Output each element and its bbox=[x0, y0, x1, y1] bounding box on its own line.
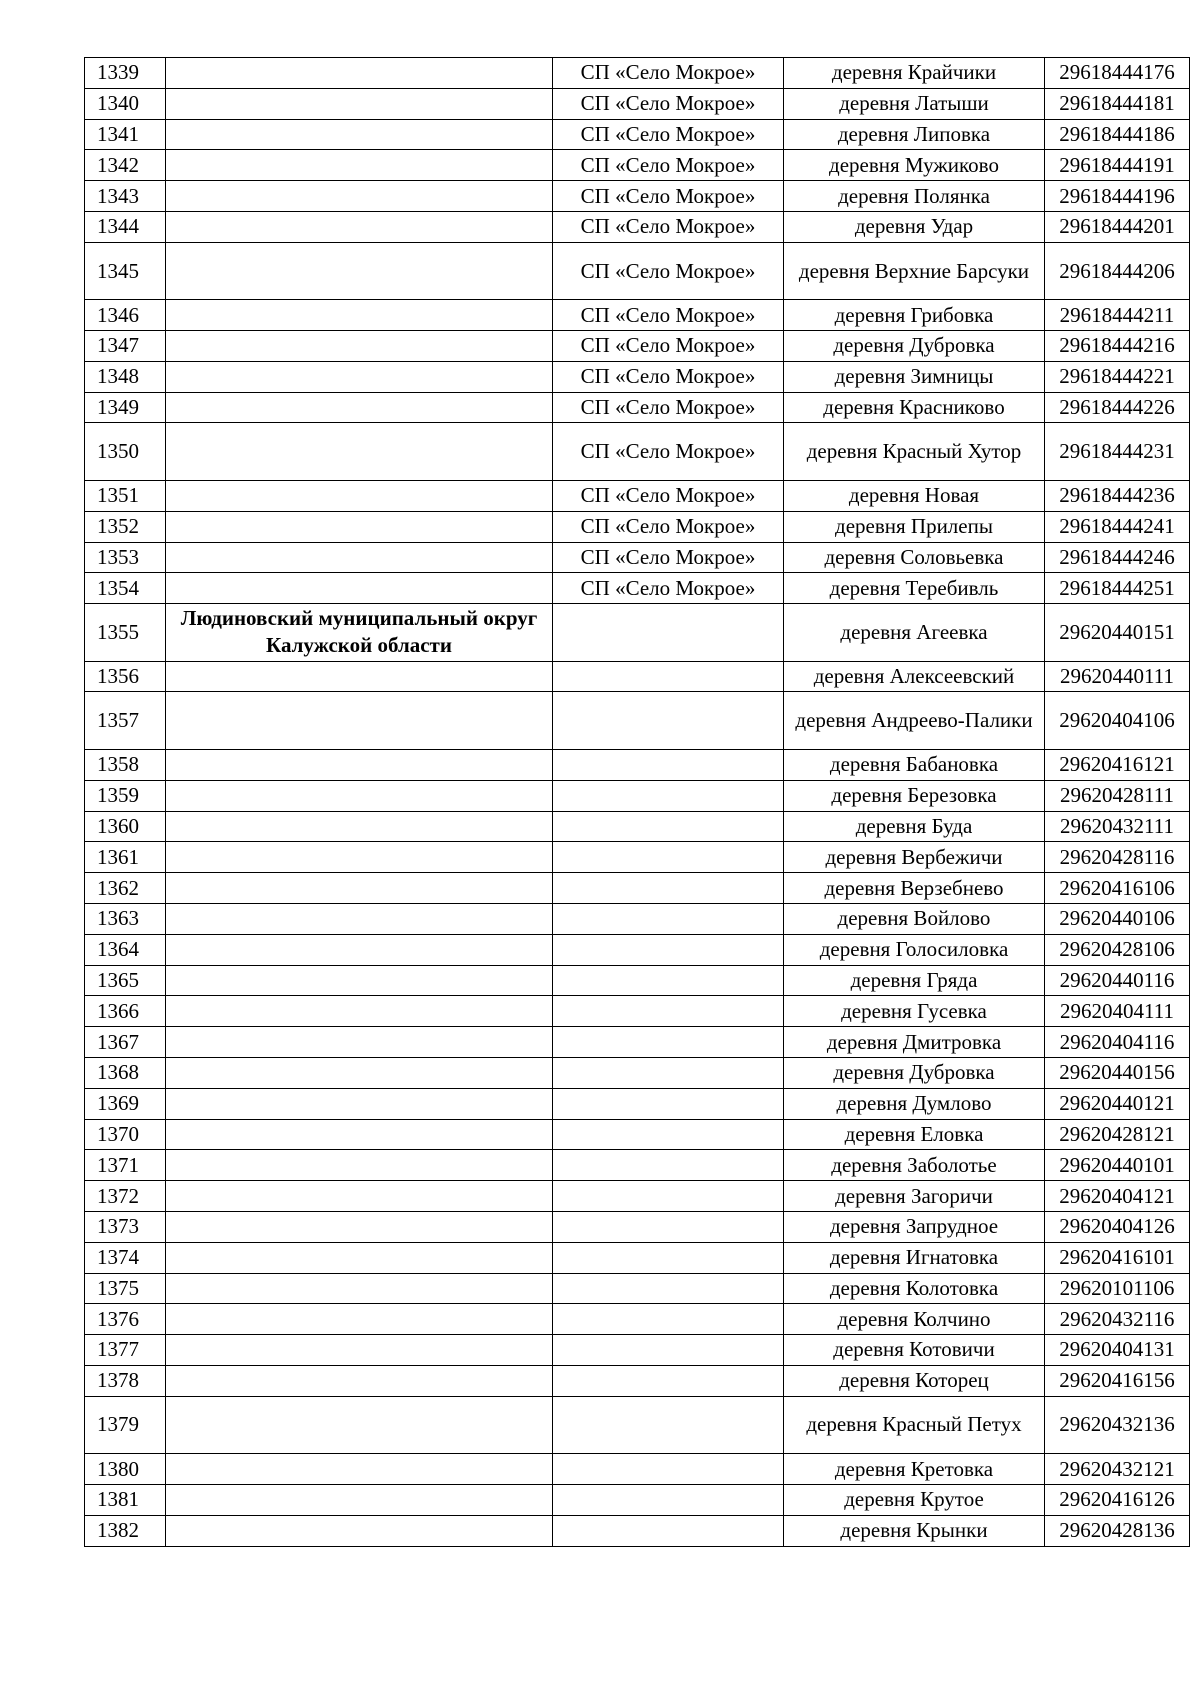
settlement-cell bbox=[553, 1150, 784, 1181]
settlement-cell: СП «Село Мокрое» bbox=[553, 511, 784, 542]
district-cell bbox=[166, 573, 553, 604]
table-row bbox=[85, 119, 1190, 150]
district-cell bbox=[166, 873, 553, 904]
oktmo-code-cell: 29620428106 bbox=[1045, 934, 1190, 965]
row-number-cell: 1358 bbox=[85, 749, 166, 780]
row-number-cell: 1374 bbox=[85, 1242, 166, 1273]
row-number-cell: 1380 bbox=[85, 1454, 166, 1485]
table-row bbox=[85, 1396, 1190, 1454]
table-row bbox=[85, 480, 1190, 511]
oktmo-code-cell: 29620416101 bbox=[1045, 1242, 1190, 1273]
settlement-cell bbox=[553, 873, 784, 904]
district-cell bbox=[166, 749, 553, 780]
row-number-cell: 1352 bbox=[85, 511, 166, 542]
district-cell bbox=[166, 996, 553, 1027]
locality-cell: деревня Березовка bbox=[784, 780, 1045, 811]
locality-cell: деревня Агеевка bbox=[784, 604, 1045, 662]
locality-cell: деревня Теребивль bbox=[784, 573, 1045, 604]
table-row bbox=[85, 1304, 1190, 1335]
locality-cell: деревня Грибовка bbox=[784, 300, 1045, 331]
table-row bbox=[85, 88, 1190, 119]
district-cell bbox=[166, 88, 553, 119]
oktmo-code-cell: 29620416121 bbox=[1045, 749, 1190, 780]
district-cell bbox=[166, 392, 553, 423]
district-cell bbox=[166, 1396, 553, 1454]
settlement-cell: СП «Село Мокрое» bbox=[553, 88, 784, 119]
row-number-cell: 1375 bbox=[85, 1273, 166, 1304]
district-cell bbox=[166, 361, 553, 392]
district-cell: Людиновский муниципальный округ Калужской области bbox=[166, 604, 553, 662]
settlement-cell: СП «Село Мокрое» bbox=[553, 119, 784, 150]
locality-cell: деревня Дмитровка bbox=[784, 1027, 1045, 1058]
district-cell bbox=[166, 242, 553, 300]
locality-cell: деревня Полянка bbox=[784, 181, 1045, 212]
row-number-cell: 1355 bbox=[85, 604, 166, 662]
oktmo-code-cell: 29618444246 bbox=[1045, 542, 1190, 573]
settlement-cell: СП «Село Мокрое» bbox=[553, 573, 784, 604]
settlement-cell bbox=[553, 604, 784, 662]
locality-cell: деревня Вербежичи bbox=[784, 842, 1045, 873]
district-cell bbox=[166, 58, 553, 89]
district-cell bbox=[166, 1088, 553, 1119]
row-number-cell: 1339 bbox=[85, 58, 166, 89]
oktmo-code-cell: 29618444251 bbox=[1045, 573, 1190, 604]
table-row bbox=[85, 361, 1190, 392]
district-cell bbox=[166, 1304, 553, 1335]
table-row bbox=[85, 842, 1190, 873]
locality-cell: деревня Запрудное bbox=[784, 1211, 1045, 1242]
district-cell bbox=[166, 119, 553, 150]
district-cell bbox=[166, 1057, 553, 1088]
oktmo-code-cell: 29620440156 bbox=[1045, 1057, 1190, 1088]
row-number-cell: 1362 bbox=[85, 873, 166, 904]
oktmo-code-cell: 29620428121 bbox=[1045, 1119, 1190, 1150]
locality-cell: деревня Верзебнево bbox=[784, 873, 1045, 904]
locality-cell: деревня Мужиково bbox=[784, 150, 1045, 181]
oktmo-code-cell: 29620404126 bbox=[1045, 1211, 1190, 1242]
settlement-cell: СП «Село Мокрое» bbox=[553, 211, 784, 242]
locality-cell: деревня Алексеевский bbox=[784, 661, 1045, 692]
settlement-cell bbox=[553, 692, 784, 750]
oktmo-code-cell: 29618444231 bbox=[1045, 423, 1190, 481]
settlement-cell bbox=[553, 1335, 784, 1366]
locality-cell: деревня Дубровка bbox=[784, 331, 1045, 362]
district-cell bbox=[166, 1027, 553, 1058]
row-number-cell: 1344 bbox=[85, 211, 166, 242]
table-body bbox=[85, 58, 1190, 1547]
settlement-cell: СП «Село Мокрое» bbox=[553, 242, 784, 300]
table-row bbox=[85, 749, 1190, 780]
settlement-cell bbox=[553, 1057, 784, 1088]
district-cell bbox=[166, 903, 553, 934]
locality-cell: деревня Крайчики bbox=[784, 58, 1045, 89]
district-cell bbox=[166, 1335, 553, 1366]
oktmo-code-cell: 29620428116 bbox=[1045, 842, 1190, 873]
oktmo-code-cell: 29618444191 bbox=[1045, 150, 1190, 181]
locality-cell: деревня Гусевка bbox=[784, 996, 1045, 1027]
row-number-cell: 1366 bbox=[85, 996, 166, 1027]
locality-cell: деревня Загоричи bbox=[784, 1181, 1045, 1212]
table-row bbox=[85, 1335, 1190, 1366]
table-row bbox=[85, 331, 1190, 362]
row-number-cell: 1367 bbox=[85, 1027, 166, 1058]
table-row bbox=[85, 903, 1190, 934]
oktmo-code-cell: 29620432136 bbox=[1045, 1396, 1190, 1454]
locality-cell: деревня Которец bbox=[784, 1365, 1045, 1396]
row-number-cell: 1354 bbox=[85, 573, 166, 604]
table-row bbox=[85, 1365, 1190, 1396]
row-number-cell: 1361 bbox=[85, 842, 166, 873]
oktmo-code-cell: 29620428136 bbox=[1045, 1515, 1190, 1546]
locality-cell: деревня Красный Хутор bbox=[784, 423, 1045, 481]
table-row bbox=[85, 1150, 1190, 1181]
locality-cell: деревня Колотовка bbox=[784, 1273, 1045, 1304]
row-number-cell: 1369 bbox=[85, 1088, 166, 1119]
settlement-cell bbox=[553, 842, 784, 873]
settlement-cell bbox=[553, 780, 784, 811]
oktmo-code-cell: 29618444176 bbox=[1045, 58, 1190, 89]
oktmo-code-cell: 29620416106 bbox=[1045, 873, 1190, 904]
locality-cell: деревня Зимницы bbox=[784, 361, 1045, 392]
locality-cell: деревня Соловьевка bbox=[784, 542, 1045, 573]
settlement-cell bbox=[553, 996, 784, 1027]
locality-cell: деревня Красниково bbox=[784, 392, 1045, 423]
settlement-cell: СП «Село Мокрое» bbox=[553, 181, 784, 212]
settlement-cell: СП «Село Мокрое» bbox=[553, 423, 784, 481]
district-cell bbox=[166, 811, 553, 842]
oktmo-code-cell: 29620440111 bbox=[1045, 661, 1190, 692]
locality-cell: деревня Еловка bbox=[784, 1119, 1045, 1150]
table-row bbox=[85, 58, 1190, 89]
locality-cell: деревня Красный Петух bbox=[784, 1396, 1045, 1454]
table-row bbox=[85, 211, 1190, 242]
oktmo-code-cell: 29618444181 bbox=[1045, 88, 1190, 119]
row-number-cell: 1381 bbox=[85, 1484, 166, 1515]
table-row bbox=[85, 1119, 1190, 1150]
district-cell bbox=[166, 965, 553, 996]
district-cell bbox=[166, 1181, 553, 1212]
row-number-cell: 1364 bbox=[85, 934, 166, 965]
row-number-cell: 1372 bbox=[85, 1181, 166, 1212]
row-number-cell: 1378 bbox=[85, 1365, 166, 1396]
settlement-cell: СП «Село Мокрое» bbox=[553, 542, 784, 573]
row-number-cell: 1341 bbox=[85, 119, 166, 150]
district-cell bbox=[166, 934, 553, 965]
locality-cell: деревня Бабановка bbox=[784, 749, 1045, 780]
oktmo-code-cell: 29620432116 bbox=[1045, 1304, 1190, 1335]
locality-cell: деревня Андреево-Палики bbox=[784, 692, 1045, 750]
locality-cell: деревня Дубровка bbox=[784, 1057, 1045, 1088]
settlement-cell bbox=[553, 965, 784, 996]
settlement-cell bbox=[553, 1273, 784, 1304]
settlement-cell bbox=[553, 1304, 784, 1335]
table-row bbox=[85, 392, 1190, 423]
oktmo-code-cell: 29620432111 bbox=[1045, 811, 1190, 842]
row-number-cell: 1356 bbox=[85, 661, 166, 692]
district-cell bbox=[166, 480, 553, 511]
row-number-cell: 1357 bbox=[85, 692, 166, 750]
settlement-cell bbox=[553, 749, 784, 780]
row-number-cell: 1343 bbox=[85, 181, 166, 212]
table-row bbox=[85, 181, 1190, 212]
oktmo-code-cell: 29620404116 bbox=[1045, 1027, 1190, 1058]
locality-cell: деревня Латыши bbox=[784, 88, 1045, 119]
table-row bbox=[85, 573, 1190, 604]
district-cell bbox=[166, 1454, 553, 1485]
district-cell bbox=[166, 331, 553, 362]
table-row bbox=[85, 934, 1190, 965]
district-cell bbox=[166, 1484, 553, 1515]
table-row bbox=[85, 423, 1190, 481]
settlement-cell bbox=[553, 934, 784, 965]
row-number-cell: 1370 bbox=[85, 1119, 166, 1150]
locality-cell: деревня Котовичи bbox=[784, 1335, 1045, 1366]
settlement-cell: СП «Село Мокрое» bbox=[553, 480, 784, 511]
district-cell bbox=[166, 211, 553, 242]
settlement-cell bbox=[553, 1119, 784, 1150]
row-number-cell: 1377 bbox=[85, 1335, 166, 1366]
table-row bbox=[85, 1273, 1190, 1304]
row-number-cell: 1368 bbox=[85, 1057, 166, 1088]
table-row bbox=[85, 1515, 1190, 1546]
settlement-cell bbox=[553, 1211, 784, 1242]
settlement-cell: СП «Село Мокрое» bbox=[553, 331, 784, 362]
settlement-cell bbox=[553, 1484, 784, 1515]
oktmo-code-cell: 29618444236 bbox=[1045, 480, 1190, 511]
row-number-cell: 1359 bbox=[85, 780, 166, 811]
district-cell bbox=[166, 661, 553, 692]
district-cell bbox=[166, 150, 553, 181]
district-cell bbox=[166, 300, 553, 331]
settlement-cell: СП «Село Мокрое» bbox=[553, 361, 784, 392]
oktmo-code-cell: 29620440151 bbox=[1045, 604, 1190, 662]
district-cell bbox=[166, 1242, 553, 1273]
settlement-cell: СП «Село Мокрое» bbox=[553, 392, 784, 423]
district-cell bbox=[166, 1365, 553, 1396]
district-cell bbox=[166, 1211, 553, 1242]
district-cell bbox=[166, 1515, 553, 1546]
settlement-cell: СП «Село Мокрое» bbox=[553, 58, 784, 89]
district-cell bbox=[166, 181, 553, 212]
settlement-cell bbox=[553, 1088, 784, 1119]
oktmo-code-cell: 29620404111 bbox=[1045, 996, 1190, 1027]
oktmo-code-cell: 29618444241 bbox=[1045, 511, 1190, 542]
table-row bbox=[85, 1181, 1190, 1212]
locality-cell: деревня Войлово bbox=[784, 903, 1045, 934]
settlement-cell bbox=[553, 661, 784, 692]
table-row bbox=[85, 1027, 1190, 1058]
locality-cell: деревня Прилепы bbox=[784, 511, 1045, 542]
district-cell bbox=[166, 692, 553, 750]
table-row bbox=[85, 1242, 1190, 1273]
locality-cell: деревня Голосиловка bbox=[784, 934, 1045, 965]
settlement-cell bbox=[553, 1181, 784, 1212]
district-cell bbox=[166, 1273, 553, 1304]
table-row bbox=[85, 811, 1190, 842]
table-row bbox=[85, 1454, 1190, 1485]
row-number-cell: 1376 bbox=[85, 1304, 166, 1335]
table-row bbox=[85, 873, 1190, 904]
settlement-cell bbox=[553, 903, 784, 934]
locality-cell: деревня Крутое bbox=[784, 1484, 1045, 1515]
row-number-cell: 1347 bbox=[85, 331, 166, 362]
table-row bbox=[85, 542, 1190, 573]
district-cell bbox=[166, 511, 553, 542]
oktmo-code-cell: 29620440121 bbox=[1045, 1088, 1190, 1119]
row-number-cell: 1345 bbox=[85, 242, 166, 300]
oktmo-code-cell: 29620416126 bbox=[1045, 1484, 1190, 1515]
oktmo-code-cell: 29620440106 bbox=[1045, 903, 1190, 934]
table-row bbox=[85, 1057, 1190, 1088]
locality-cell: деревня Колчино bbox=[784, 1304, 1045, 1335]
table-row bbox=[85, 300, 1190, 331]
row-number-cell: 1365 bbox=[85, 965, 166, 996]
locality-cell: деревня Удар bbox=[784, 211, 1045, 242]
row-number-cell: 1353 bbox=[85, 542, 166, 573]
locality-cell: деревня Верхние Барсуки bbox=[784, 242, 1045, 300]
settlement-cell bbox=[553, 1027, 784, 1058]
row-number-cell: 1360 bbox=[85, 811, 166, 842]
oktmo-code-cell: 29620404106 bbox=[1045, 692, 1190, 750]
table-row bbox=[85, 242, 1190, 300]
district-cell bbox=[166, 1150, 553, 1181]
row-number-cell: 1373 bbox=[85, 1211, 166, 1242]
locality-cell: деревня Липовка bbox=[784, 119, 1045, 150]
oktmo-code-cell: 29618444216 bbox=[1045, 331, 1190, 362]
locality-cell: деревня Думлово bbox=[784, 1088, 1045, 1119]
row-number-cell: 1348 bbox=[85, 361, 166, 392]
table-row bbox=[85, 661, 1190, 692]
table-row bbox=[85, 604, 1190, 662]
row-number-cell: 1342 bbox=[85, 150, 166, 181]
oktmo-code-cell: 29620101106 bbox=[1045, 1273, 1190, 1304]
row-number-cell: 1371 bbox=[85, 1150, 166, 1181]
settlement-cell bbox=[553, 811, 784, 842]
locality-cell: деревня Новая bbox=[784, 480, 1045, 511]
district-cell bbox=[166, 1119, 553, 1150]
oktmo-code-cell: 29618444196 bbox=[1045, 181, 1190, 212]
oktmo-code-cell: 29618444226 bbox=[1045, 392, 1190, 423]
settlement-cell bbox=[553, 1515, 784, 1546]
oktmo-code-cell: 29620416156 bbox=[1045, 1365, 1190, 1396]
locality-cell: деревня Крынки bbox=[784, 1515, 1045, 1546]
settlement-cell: СП «Село Мокрое» bbox=[553, 300, 784, 331]
table-row bbox=[85, 150, 1190, 181]
oktmo-code-cell: 29618444206 bbox=[1045, 242, 1190, 300]
district-cell bbox=[166, 542, 553, 573]
oktmo-code-cell: 29620428111 bbox=[1045, 780, 1190, 811]
row-number-cell: 1346 bbox=[85, 300, 166, 331]
localities-table bbox=[84, 57, 1190, 1547]
locality-cell: деревня Буда bbox=[784, 811, 1045, 842]
oktmo-code-cell: 29620404131 bbox=[1045, 1335, 1190, 1366]
settlement-cell bbox=[553, 1365, 784, 1396]
row-number-cell: 1350 bbox=[85, 423, 166, 481]
row-number-cell: 1363 bbox=[85, 903, 166, 934]
table-row bbox=[85, 692, 1190, 750]
locality-cell: деревня Кретовка bbox=[784, 1454, 1045, 1485]
table-row bbox=[85, 965, 1190, 996]
settlement-cell bbox=[553, 1242, 784, 1273]
oktmo-code-cell: 29620404121 bbox=[1045, 1181, 1190, 1212]
oktmo-code-cell: 29618444201 bbox=[1045, 211, 1190, 242]
table-row bbox=[85, 1088, 1190, 1119]
district-cell bbox=[166, 423, 553, 481]
oktmo-code-cell: 29618444186 bbox=[1045, 119, 1190, 150]
table-row bbox=[85, 1211, 1190, 1242]
row-number-cell: 1351 bbox=[85, 480, 166, 511]
row-number-cell: 1349 bbox=[85, 392, 166, 423]
row-number-cell: 1379 bbox=[85, 1396, 166, 1454]
locality-cell: деревня Гряда bbox=[784, 965, 1045, 996]
row-number-cell: 1382 bbox=[85, 1515, 166, 1546]
oktmo-code-cell: 29620432121 bbox=[1045, 1454, 1190, 1485]
table-row bbox=[85, 511, 1190, 542]
table-row bbox=[85, 1484, 1190, 1515]
table-row bbox=[85, 780, 1190, 811]
district-cell bbox=[166, 780, 553, 811]
settlement-cell: СП «Село Мокрое» bbox=[553, 150, 784, 181]
settlement-cell bbox=[553, 1396, 784, 1454]
settlement-cell bbox=[553, 1454, 784, 1485]
table-row bbox=[85, 996, 1190, 1027]
locality-cell: деревня Заболотье bbox=[784, 1150, 1045, 1181]
oktmo-code-cell: 29620440116 bbox=[1045, 965, 1190, 996]
district-cell bbox=[166, 842, 553, 873]
row-number-cell: 1340 bbox=[85, 88, 166, 119]
locality-cell: деревня Игнатовка bbox=[784, 1242, 1045, 1273]
oktmo-code-cell: 29620440101 bbox=[1045, 1150, 1190, 1181]
oktmo-code-cell: 29618444211 bbox=[1045, 300, 1190, 331]
oktmo-code-cell: 29618444221 bbox=[1045, 361, 1190, 392]
